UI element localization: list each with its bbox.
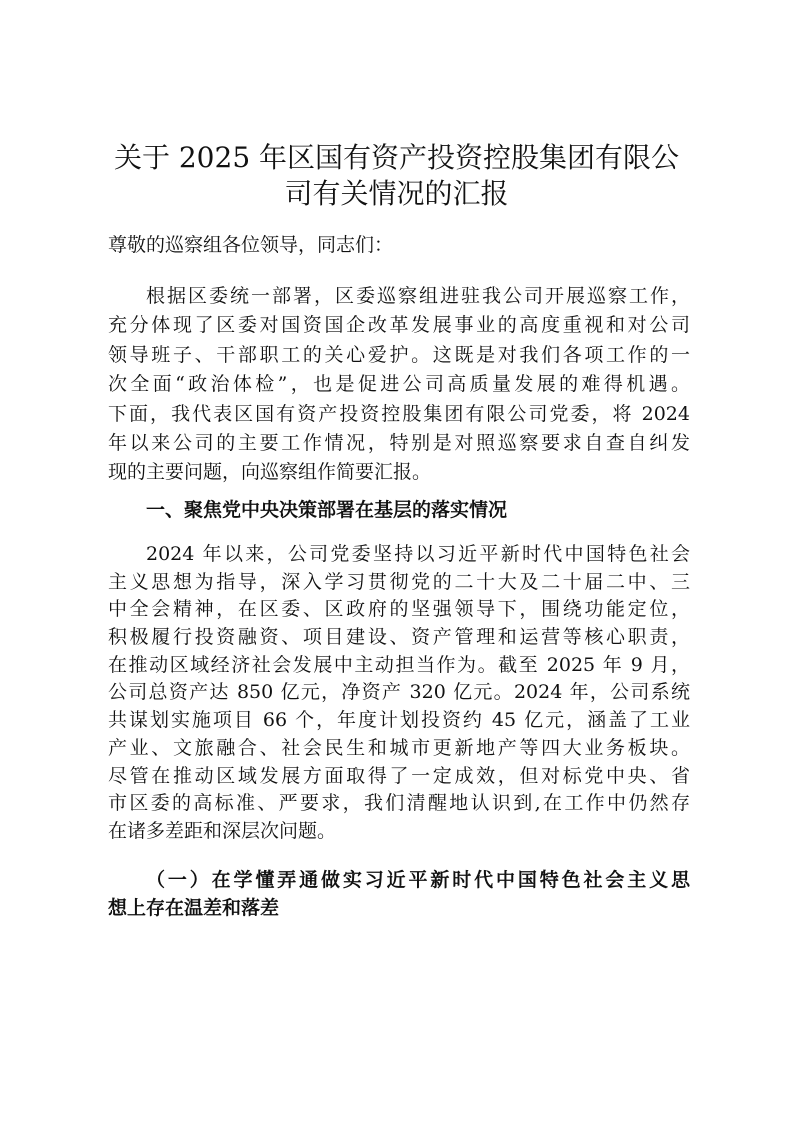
text-line: 公司总资产达 850 亿元，净资产 320 亿元。2024 年，公司系统 — [108, 681, 690, 704]
title-line: 司有关情况的汇报 — [284, 177, 509, 210]
text-line: 年以来公司的主要工作情况，特别是对照巡察要求自查自纠发 — [108, 431, 690, 454]
text-line: 在诸多差距和深层次问题。 — [108, 819, 337, 842]
text-line: 领导班子、干部职工的关心爱护。这既是对我们各项工作的一 — [108, 343, 690, 366]
text-line: 在推动区域经济社会发展中主动担当作为。截至 2025 年 9 月， — [108, 653, 690, 676]
text-line: 次全面“政治体检”，也是促进公司高质量发展的难得机遇。 — [108, 373, 690, 396]
heading-text: 想上存在温差和落差 — [108, 897, 280, 919]
text-line: 共谋划实施项目 66 个，年度计划投资约 45 亿元，涵盖了工业 — [108, 709, 690, 732]
text-line: 充分体现了区委对国资国企改革发展事业的高度重视和对公司 — [108, 314, 690, 337]
text-line: 市区委的高标准、严要求，我们清醒地认识到,在工作中仍然存 — [108, 792, 690, 815]
subsection-heading — [108, 866, 690, 922]
text-line: 中全会精神，在区委、区政府的坚强领导下，围绕功能定位， — [108, 598, 690, 621]
heading-text: 一、聚焦党中央决策部署在基层的落实情况 — [146, 499, 508, 521]
text-line: 2024 年以来，公司党委坚持以习近平新时代中国特色社会 — [146, 543, 690, 565]
text-line: 积极履行投资融资、项目建设、资产管理和运营等核心职责， — [108, 626, 690, 649]
document-title — [100, 140, 693, 212]
intro-paragraph — [108, 282, 690, 488]
section-paragraph — [108, 541, 690, 846]
text-line: 产业、文旅融合、社会民生和城市更新地产等四大业务板块。 — [108, 736, 690, 759]
text-line: 现的主要问题，向巡察组作简要汇报。 — [108, 461, 432, 484]
text-line: 尽管在推动区域发展方面取得了一定成效，但对标党中央、省 — [108, 764, 690, 787]
text-line: 根据区委统一部署，区委巡察组进驻我公司开展巡察工作， — [146, 285, 690, 307]
text-line: 下面，我代表区国有资产投资控股集团有限公司党委，将 2024 — [108, 402, 690, 425]
greeting: 尊敬的巡察组各位领导，同志们： — [108, 234, 394, 256]
heading-text: （一）在学懂弄通做实习近平新时代中国特色社会主义思 — [146, 869, 690, 891]
title-line: 关于 2025 年区国有资产投资控股集团有限公 — [113, 141, 680, 174]
text-line: 主义思想为指导，深入学习贯彻党的二十大及二十届二中、三 — [108, 570, 690, 593]
section-heading-1 — [108, 495, 690, 522]
